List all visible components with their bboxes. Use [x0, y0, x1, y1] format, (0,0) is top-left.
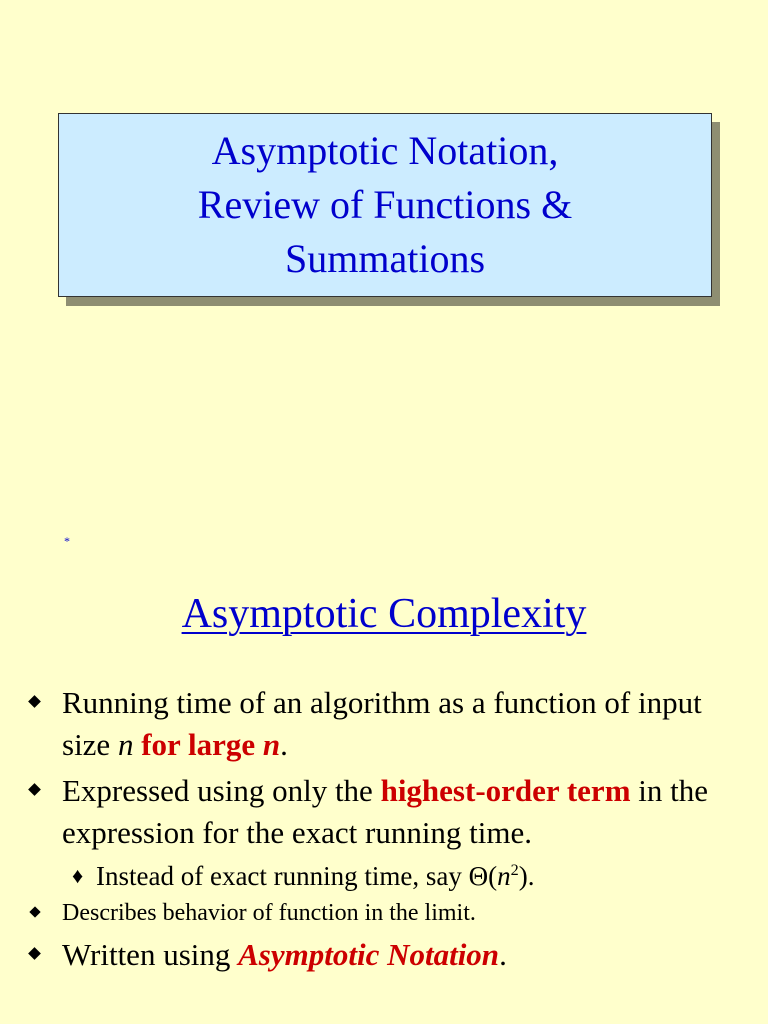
slide-asymptotic-complexity: [0, 512, 768, 1024]
bullet-text: Describes behavior of function in the limit.: [62, 900, 476, 926]
emphasis-var-n: n: [262, 727, 281, 762]
title-line-2: Review of Functions &: [197, 182, 573, 227]
diamond-bullet-icon: [28, 947, 41, 960]
emphasis-for-large-n: [141, 727, 280, 762]
bullet-text: Expressed using only the: [62, 773, 381, 808]
bullet-text-continued: in the expression for the exact running time.: [62, 773, 709, 850]
bullet-list: [24, 682, 754, 980]
diamond-bullet-icon: [29, 906, 40, 917]
bullet-expressed-using: [24, 770, 754, 854]
closing: ).: [518, 861, 535, 891]
period: .: [499, 937, 507, 972]
diamond-bullet-icon: [28, 783, 41, 796]
bullet-describes-behavior: [24, 896, 754, 930]
diamond-sub-bullet-icon: ♦: [72, 863, 84, 888]
slide-heading: Asymptotic Complexity: [181, 591, 587, 637]
title-line-3: Summations: [284, 236, 486, 281]
var-n: n: [497, 861, 511, 891]
sub-bullet-text: Instead of exact running time, say Θ(: [96, 861, 498, 891]
bullet-running-time: [24, 682, 754, 766]
var-n: n: [117, 727, 134, 762]
sub-bullet-theta: [24, 858, 754, 894]
exponent: 2: [510, 861, 519, 879]
emphasis-text: for large: [141, 727, 263, 762]
bullet-text: Written using: [62, 937, 239, 972]
bullet-text: Running time of an algorithm as a function of input size: [62, 685, 702, 762]
slide-footer-asterisk: *: [64, 534, 70, 548]
title-box: [58, 113, 712, 297]
period: .: [280, 727, 288, 762]
bullet-written-using: [24, 934, 754, 976]
title-line-1: Asymptotic Notation,: [211, 128, 559, 173]
emphasis-asymptotic-notation: Asymptotic Notation: [238, 937, 500, 972]
diamond-bullet-icon: [28, 695, 41, 708]
emphasis-highest-order-term: highest-order term: [380, 773, 631, 808]
